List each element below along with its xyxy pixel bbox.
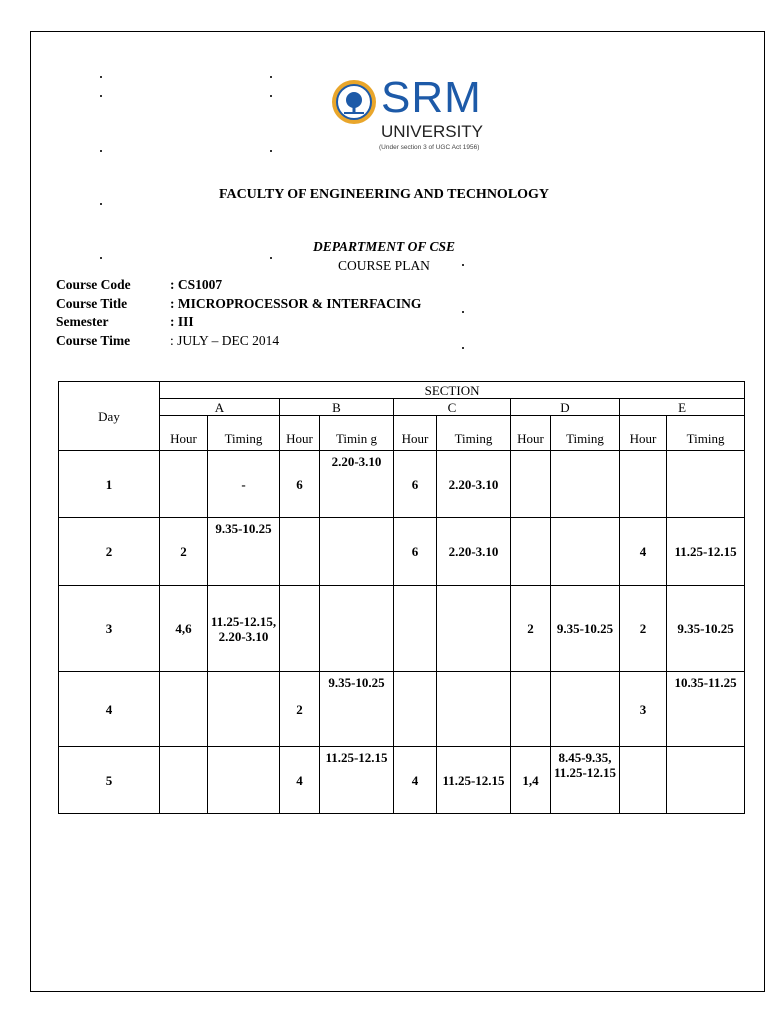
scan-speck <box>100 150 102 152</box>
faculty-heading: FACULTY OF ENGINEERING AND TECHNOLOGY <box>218 187 550 202</box>
timing-cell <box>551 672 620 747</box>
hour-cell <box>280 586 320 672</box>
timing-cell: 11.25-12.15 <box>437 747 511 814</box>
scan-speck <box>100 95 102 97</box>
timing-cell: 8.45-9.35, 11.25-12.15 <box>551 747 620 814</box>
hour-label: Hour <box>160 416 208 451</box>
course-time-row <box>56 332 421 351</box>
department-heading: DEPARTMENT OF CSE <box>312 239 456 254</box>
timing-cell <box>551 518 620 586</box>
hour-cell <box>160 747 208 814</box>
hour-cell: 6 <box>394 518 437 586</box>
timing-cell <box>667 747 745 814</box>
hour-cell <box>160 451 208 518</box>
timing-cell: 9.35-10.25 <box>320 672 394 747</box>
timing-cell: - <box>208 451 280 518</box>
timing-cell: 9.35-10.25 <box>208 518 280 586</box>
timing-cell: 11.25-12.15, 2.20-3.10 <box>208 586 280 672</box>
scan-speck <box>100 203 102 205</box>
table-row <box>59 451 745 518</box>
hour-cell: 2 <box>280 672 320 747</box>
day-cell: 5 <box>59 747 160 814</box>
university-seal-icon <box>331 79 377 125</box>
timing-label: Timing <box>551 416 620 451</box>
logo-tagline: (Under section 3 of UGC Act 1956) <box>379 144 480 151</box>
timing-label: Timin g <box>320 416 394 451</box>
section-names-row <box>59 399 745 416</box>
timing-cell <box>208 672 280 747</box>
logo-subtitle: UNIVERSITY <box>381 122 484 141</box>
course-time-label: Course Time <box>56 332 131 348</box>
university-logo <box>331 73 491 157</box>
course-info <box>56 276 421 350</box>
timing-cell <box>437 586 511 672</box>
table-row <box>59 747 745 814</box>
timing-cell <box>320 518 394 586</box>
hour-cell <box>394 672 437 747</box>
day-cell: 1 <box>59 451 160 518</box>
course-plan-title: COURSE PLAN <box>338 258 430 273</box>
hour-cell: 2 <box>620 586 667 672</box>
timing-cell <box>551 451 620 518</box>
section-a: A <box>160 399 280 416</box>
section-c: C <box>394 399 511 416</box>
semester-value: : III <box>170 314 194 329</box>
hour-cell <box>280 518 320 586</box>
semester-label: Semester <box>56 314 109 329</box>
hour-cell <box>511 518 551 586</box>
hour-label: Hour <box>620 416 667 451</box>
timing-cell: 2.20-3.10 <box>320 451 394 518</box>
course-title-row <box>56 295 421 314</box>
hour-cell <box>511 451 551 518</box>
table-header-row <box>59 382 745 399</box>
timing-label: Timing <box>208 416 280 451</box>
timing-cell: 11.25-12.15 <box>667 518 745 586</box>
hour-label: Hour <box>280 416 320 451</box>
table-row <box>59 518 745 586</box>
timing-cell: 9.35-10.25 <box>551 586 620 672</box>
day-cell: 4 <box>59 672 160 747</box>
section-e: E <box>620 399 745 416</box>
timing-cell <box>667 451 745 518</box>
semester-row <box>56 313 421 332</box>
scan-speck <box>462 311 464 313</box>
timing-cell <box>320 586 394 672</box>
timing-cell: 10.35-11.25 <box>667 672 745 747</box>
timetable <box>58 381 745 814</box>
hour-cell <box>620 451 667 518</box>
hour-cell: 3 <box>620 672 667 747</box>
table-row <box>59 672 745 747</box>
scan-speck <box>270 150 272 152</box>
hour-cell <box>394 586 437 672</box>
scan-speck <box>270 95 272 97</box>
scan-speck <box>270 76 272 78</box>
logo-name: SRM <box>381 73 482 122</box>
hour-cell: 4 <box>280 747 320 814</box>
timing-cell: 2.20-3.10 <box>437 518 511 586</box>
timing-label: Timing <box>667 416 745 451</box>
hour-cell: 1,4 <box>511 747 551 814</box>
scan-speck <box>462 347 464 349</box>
hour-cell: 4 <box>394 747 437 814</box>
day-header: Day <box>59 382 160 451</box>
hour-cell: 6 <box>394 451 437 518</box>
hour-cell: 2 <box>160 518 208 586</box>
timing-cell: 9.35-10.25 <box>667 586 745 672</box>
hour-cell <box>160 672 208 747</box>
section-d: D <box>511 399 620 416</box>
day-cell: 2 <box>59 518 160 586</box>
day-cell: 3 <box>59 586 160 672</box>
timing-cell <box>437 672 511 747</box>
hour-cell <box>620 747 667 814</box>
hour-cell: 2 <box>511 586 551 672</box>
hour-label: Hour <box>511 416 551 451</box>
column-labels-row <box>59 416 745 451</box>
course-title-value: : MICROPROCESSOR & INTERFACING <box>170 295 422 311</box>
timing-cell <box>208 747 280 814</box>
hour-label: Hour <box>394 416 437 451</box>
table-row <box>59 586 745 672</box>
course-time-value: : JULY – DEC 2014 <box>170 332 280 348</box>
hour-cell: 6 <box>280 451 320 518</box>
course-code-value: : CS1007 <box>170 277 223 292</box>
scan-speck <box>100 76 102 78</box>
hour-cell: 4,6 <box>160 586 208 672</box>
section-b: B <box>280 399 394 416</box>
hour-cell <box>511 672 551 747</box>
course-code-label: Course Code <box>56 277 131 292</box>
course-code-row <box>56 276 421 295</box>
timing-cell: 2.20-3.10 <box>437 451 511 518</box>
timing-cell: 11.25-12.15 <box>320 747 394 814</box>
timing-label: Timing <box>437 416 511 451</box>
course-title-label: Course Title <box>56 295 128 311</box>
section-header: SECTION <box>160 382 745 399</box>
hour-cell: 4 <box>620 518 667 586</box>
